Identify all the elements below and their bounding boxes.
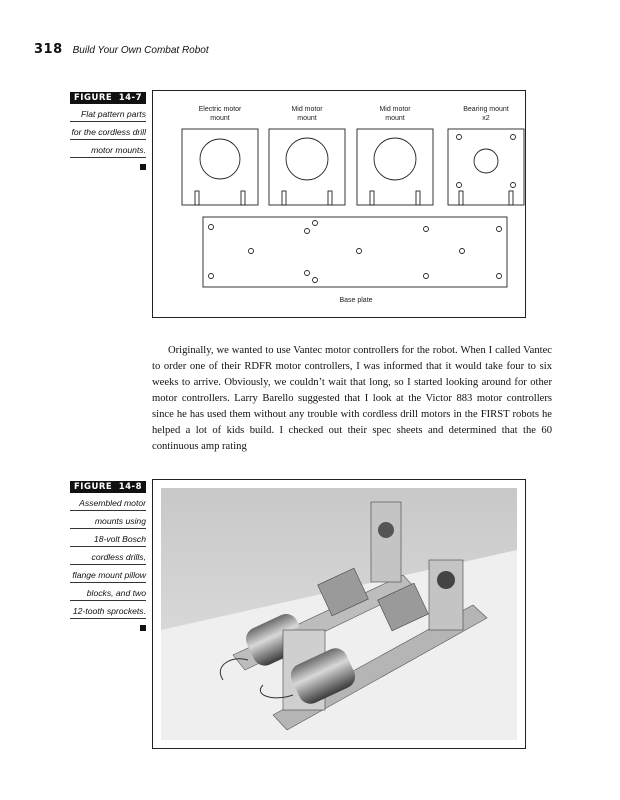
caption-line: cordless drills,: [70, 547, 146, 565]
body-paragraph: Originally, we wanted to use Vantec motor controllers for the robot. When I called Vantec to order one of their RDFR motor controllers, I was informed that it would take four to six weeks to arrive. Obviously, we couldn’t wait that long, so I started looking around for other motor controllers. Larry Barello suggested that I look at the Victor 883 motor controllers since he has used them without any trouble with cordless drill motors in the FIRST robots he helped a lot of kids build. I checked out their spec sheets and determined that the 60 continuous amp rating: [152, 345, 552, 452]
caption-end-square: [140, 625, 146, 631]
mid-motor-mount-plate-1: [269, 129, 345, 205]
caption-line: for the cordless drill: [70, 122, 146, 140]
part-label: Electric motor: [198, 106, 242, 113]
figure-14-8-caption: [70, 481, 146, 631]
figure-14-7-drawing: [152, 90, 526, 318]
caption-line: blocks, and two: [70, 583, 146, 601]
figure-tag-number: 14-7: [118, 93, 142, 103]
part-label: Base plate: [339, 297, 373, 304]
part-label: mount: [210, 115, 230, 122]
part-label: Mid motor: [379, 106, 411, 113]
running-head-title: Build Your Own Combat Robot: [72, 45, 209, 56]
mid-motor-hole-2: [374, 138, 416, 180]
caption-line: flange mount pillow: [70, 565, 146, 583]
body-text: [152, 343, 552, 455]
part-label: mount: [385, 115, 405, 122]
mount-slot: [241, 191, 245, 205]
part-label: Mid motor: [291, 106, 323, 113]
figure-14-7-caption: [70, 92, 146, 170]
caption-line: Assembled motor: [70, 493, 146, 511]
mount-slot: [195, 191, 199, 205]
caption-line: 18-volt Bosch: [70, 529, 146, 547]
caption-line: motor mounts.: [70, 140, 146, 158]
mount-slot: [459, 191, 463, 205]
figure-tag: [70, 92, 146, 104]
figure-tag: [70, 481, 146, 493]
figure-14-8-photo: [152, 479, 526, 749]
part-label: x2: [482, 115, 490, 122]
flat-pattern-svg: [153, 91, 525, 317]
page-number: 318: [34, 42, 63, 57]
electric-motor-mount-plate: [182, 129, 258, 205]
mount-slot: [509, 191, 513, 205]
caption-line: 12-tooth sprockets.: [70, 601, 146, 619]
bearing-hole: [474, 149, 498, 173]
mount-slot: [370, 191, 374, 205]
figure-tag-word: FIGURE: [74, 93, 113, 103]
part-label: Bearing mount: [463, 106, 509, 113]
electric-motor-hole: [200, 139, 240, 179]
caption-line: mounts using: [70, 511, 146, 529]
figure-tag-word: FIGURE: [74, 482, 113, 492]
caption-line: Flat pattern parts: [70, 104, 146, 122]
caption-end-square: [140, 164, 146, 170]
figure-tag-number: 14-8: [118, 482, 142, 492]
mount-slot: [328, 191, 332, 205]
mount-slot: [416, 191, 420, 205]
running-header: [34, 42, 209, 58]
mid-motor-mount-plate-2: [357, 129, 433, 205]
assembled-mounts-photo: [153, 480, 525, 748]
mid-motor-hole-1: [286, 138, 328, 180]
mount-slot: [282, 191, 286, 205]
part-label: mount: [297, 115, 317, 122]
